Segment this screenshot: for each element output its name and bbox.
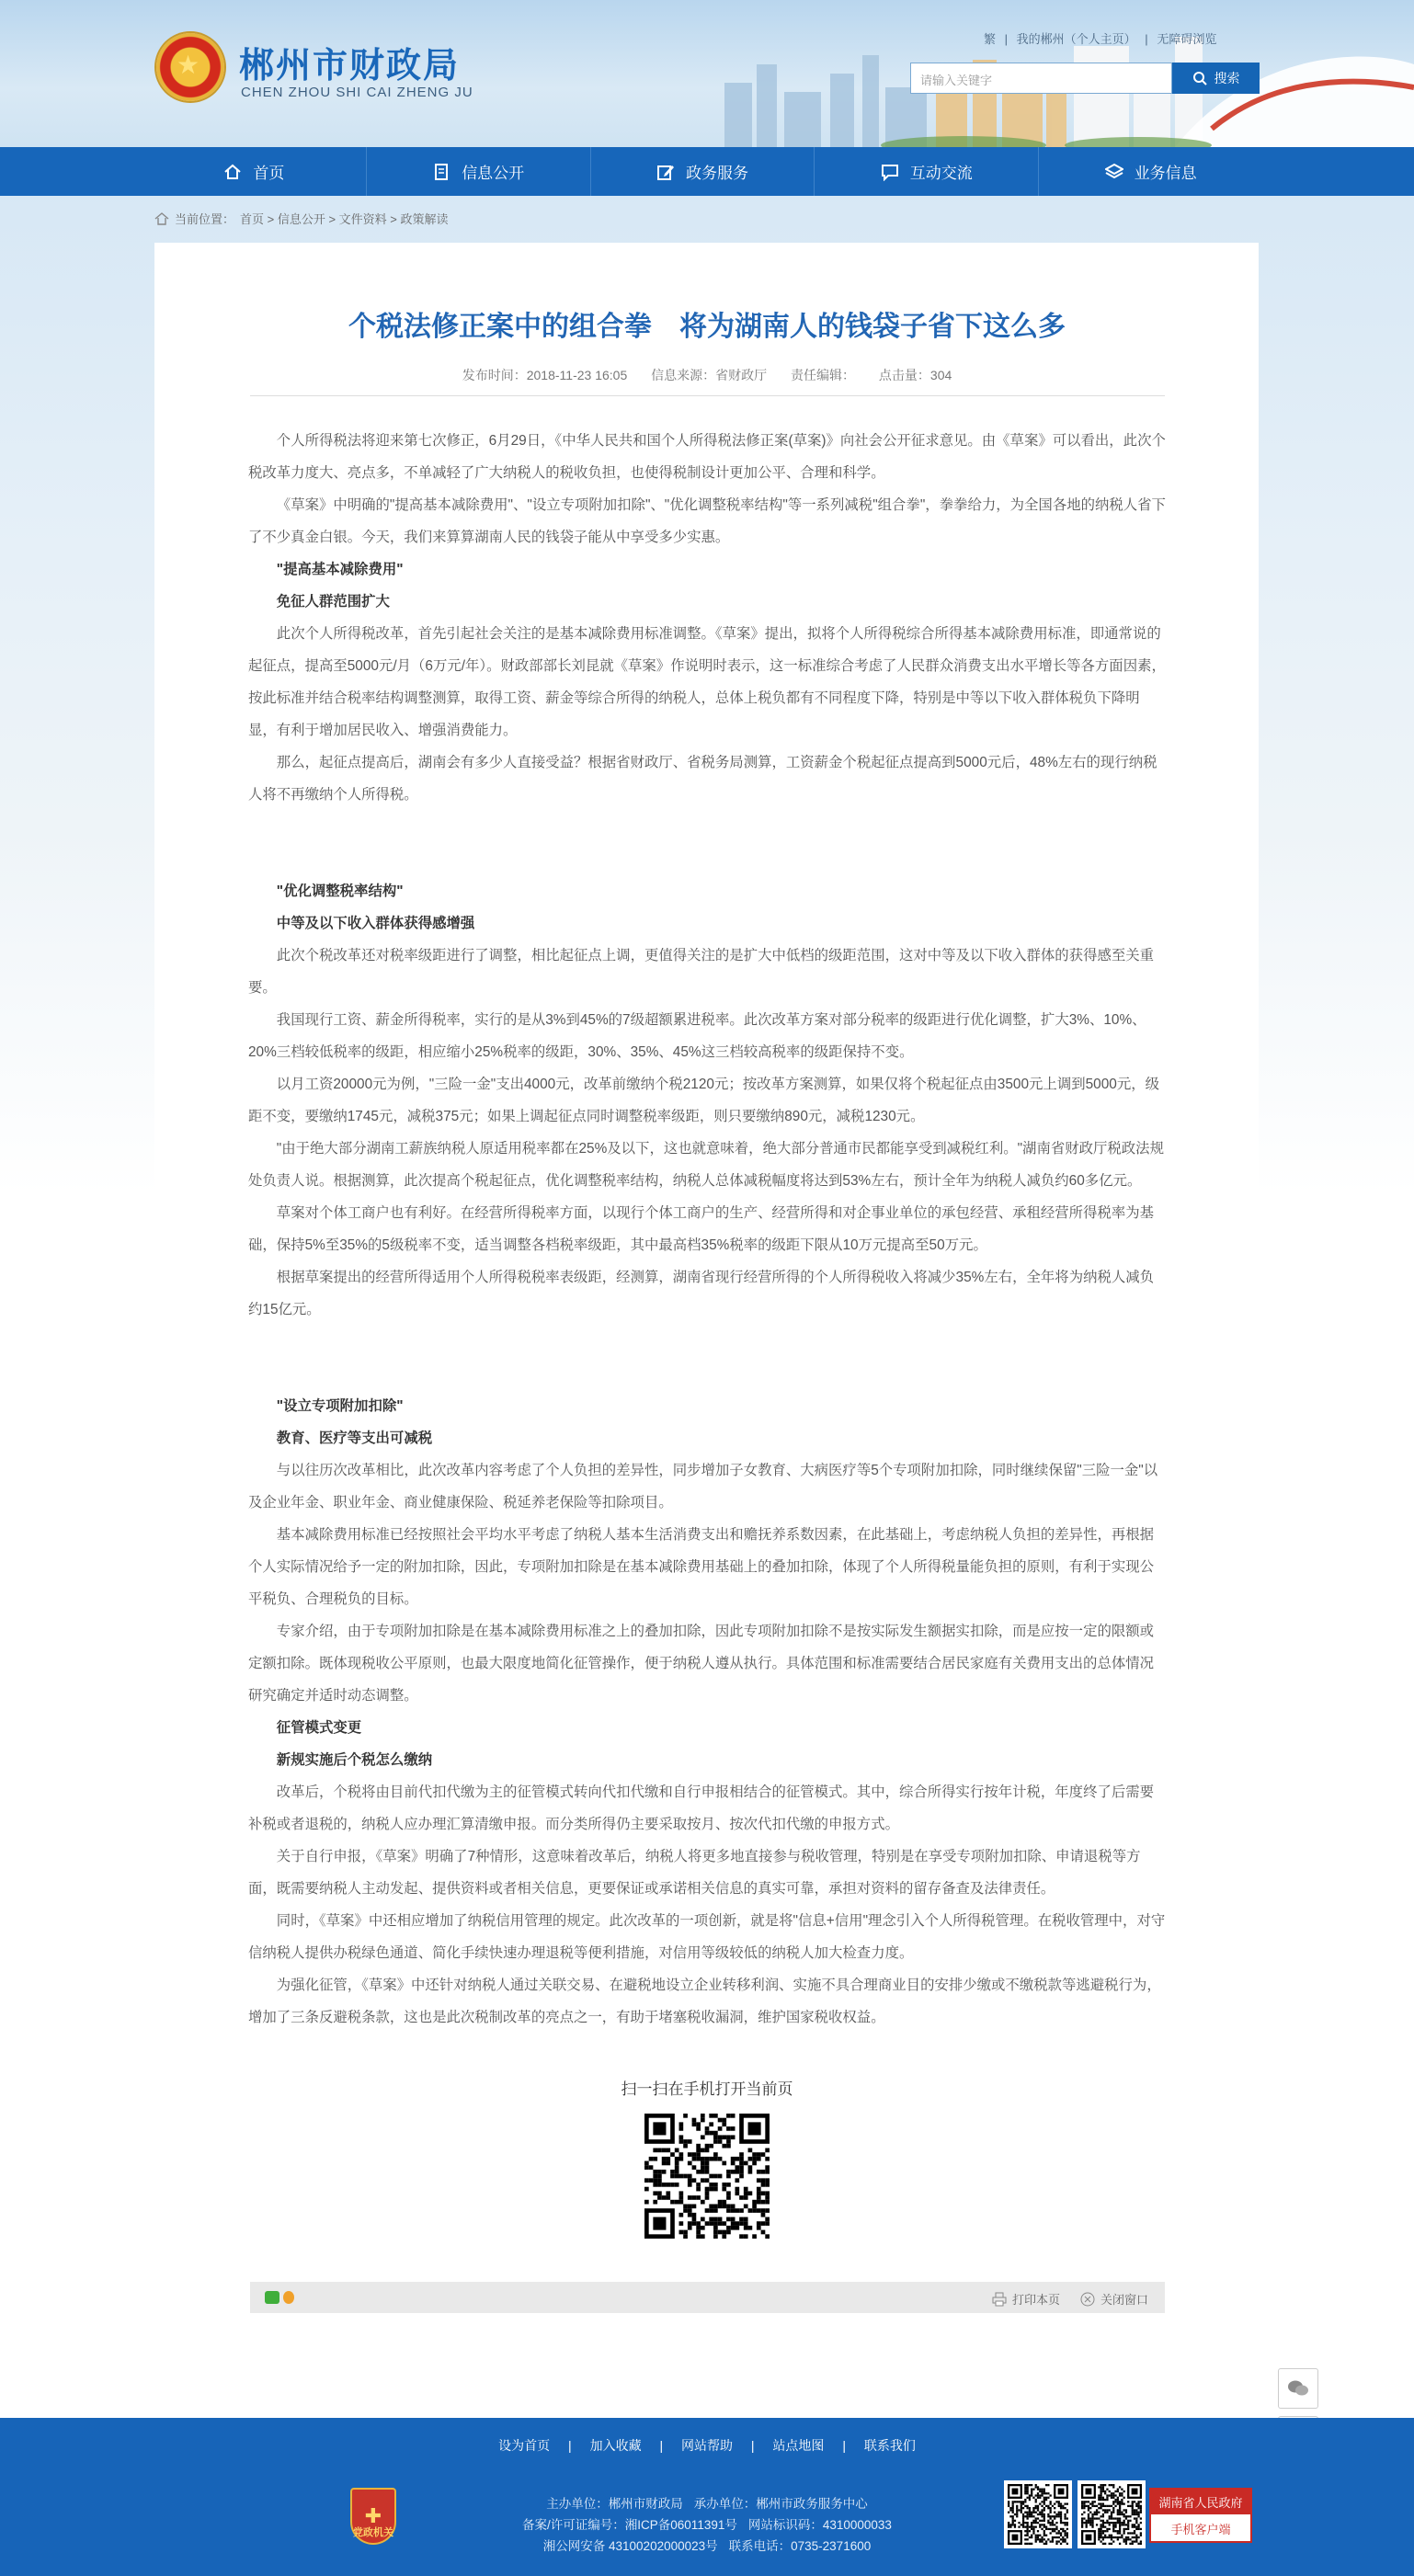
my-chenzhou-link[interactable]: 我的郴州（个人主页） <box>1016 32 1136 46</box>
separator: | <box>1145 32 1148 46</box>
breadcrumb-prefix: 当前位置： <box>175 212 235 226</box>
paragraph: 我国现行工资、薪金所得税率，实行的是从3%到45%的7级超额累进税率。此次改革方案对部分税率的级距进行优化调整，扩大3%、10%、20%三档较低税率的级距，相应缩小25%税率的级距，30%、35%、45%这三档较高税率的级距保持不变。 <box>248 1012 1146 1060</box>
gov-agency-badge[interactable]: 党政机关 ✚ <box>350 2488 396 2545</box>
wechat-float-button[interactable] <box>1278 2368 1318 2409</box>
paragraph: 与以往历次改革相比，此次改革内容考虑了个人负担的差异性，同步增加子女教育、大病医疗等5个专项附加扣除，同时继续保留"三险一金"以及企业年金、职业年金、商业健康保险、税延养老保险等扣除项目。 <box>248 1463 1158 1510</box>
paragraph-spacer <box>248 811 1168 875</box>
paragraph: 改革后，个税将由目前代扣代缴为主的征管模式转向代扣代缴和自行申报相结合的征管模式。其中，综合所得实行按年计税，年度终了后需要补税或者退税的，纳税人应办理汇算清缴申报。而分类所得仍主要采取按月、按次代扣代缴的申报方式。 <box>248 1784 1155 1832</box>
nav-item-business-info[interactable] <box>1039 147 1262 196</box>
sponsor-text: 主办单位：郴州市财政局 <box>546 2497 683 2511</box>
top-links <box>984 29 1222 47</box>
qr-label: 扫一扫在手机打开当前页 <box>621 2080 793 2098</box>
section-heading: "设立专项附加扣除" <box>276 1398 404 1414</box>
nav-item-label: 信息公开 <box>462 165 525 182</box>
nav-item-label: 首页 <box>253 165 285 182</box>
paragraph: 此次个税改革还对税率级距进行了调整，相比起征点上调，更值得关注的是扩大中低档的级距范围，这对中等及以下收入群体的获得感至关重要。 <box>248 948 1155 996</box>
info-source: 信息来源：省财政厅 <box>651 368 768 382</box>
nav-item-label: 互动交流 <box>909 165 973 182</box>
print-button[interactable] <box>992 2290 1060 2308</box>
qr-code-image <box>1081 2484 1142 2545</box>
section-heading: 中等及以下收入群体获得感增强 <box>276 916 475 931</box>
nav-item-gov-services[interactable] <box>591 147 815 196</box>
footer-qr-code-1 <box>1004 2480 1072 2548</box>
organizer-text: 承办单位：郴州市政务服务中心 <box>693 2497 868 2511</box>
set-homepage-link[interactable]: 设为首页 <box>498 2438 551 2453</box>
qr-code-image <box>644 2114 770 2239</box>
close-icon <box>1080 2292 1095 2307</box>
nav-item-label: 政务服务 <box>685 165 748 182</box>
separator: | <box>1004 32 1009 46</box>
site-footer <box>0 2418 1414 2576</box>
share-icons <box>265 2291 294 2304</box>
add-favorite-link[interactable]: 加入收藏 <box>589 2438 642 2453</box>
site-header <box>0 0 1414 147</box>
nav-item-interaction[interactable] <box>815 147 1039 196</box>
section-heading: 免征人群范围扩大 <box>276 594 390 610</box>
print-label: 打印本页 <box>1011 2293 1060 2307</box>
separator: | <box>842 2438 846 2453</box>
police-record[interactable]: 湘公网安备 43100202000023号 <box>542 2539 718 2553</box>
paragraph: 个人所得税法将迎来第七次修正，6月29日，《中华人民共和国个人所得税法修正案(草案)》向社会公开征求意见。由《草案》可以看出，此次个税改革力度大、亮点多，不单减轻了广大纳税人的税收负担，也使得税制设计更加公平、合理和科学。 <box>248 433 1166 481</box>
paragraph: 关于自行申报，《草案》明确了7种情形，这意味着改革后，纳税人将更多地直接参与税收管理，特别是在享受专项附加扣除、申请退税等方面，既需要纳税人主动发起、提供资料或者相关信息，更要保证或承诺相关信息的真实可靠，承担对资料的留存备查及法律责任。 <box>248 1849 1141 1897</box>
section-heading: 教育、医疗等支出可减税 <box>276 1430 433 1446</box>
view-count: 点击量：304 <box>878 368 952 382</box>
breadcrumb <box>154 210 448 227</box>
nav-item-label: 业务信息 <box>1134 165 1197 182</box>
article-body <box>248 425 1168 2034</box>
contact-us-link[interactable]: 联系我们 <box>863 2438 916 2453</box>
nav-item-home[interactable] <box>143 147 367 196</box>
paragraph: 那么，起征点提高后，湖南会有多少人直接受益？根据省财政厅、省税务局测算，工资薪金个税起征点提高到5000元后，48%左右的现行纳税人将不再缴纳个人所得税。 <box>248 755 1157 803</box>
site-name-english: CHEN ZHOU SHI CAI ZHENG JU <box>241 85 473 100</box>
weibo-share-icon[interactable] <box>283 2291 294 2304</box>
edit-icon <box>656 163 675 181</box>
chat-icon <box>881 163 899 181</box>
article-toolbar <box>250 2282 1165 2313</box>
mobile-client-link[interactable] <box>1149 2488 1252 2543</box>
icp-record[interactable]: 备案/许可证编号：湘ICP备06011391号 <box>522 2518 737 2532</box>
traditional-chinese-link[interactable]: 繁 <box>984 32 997 46</box>
title-divider <box>250 395 1165 396</box>
search-icon <box>1192 71 1207 85</box>
publish-time: 发布时间：2018-11-23 16:05 <box>462 368 628 382</box>
document-icon <box>432 163 450 181</box>
section-heading: 新规实施后个税怎么缴纳 <box>276 1752 433 1768</box>
footer-qr-code-2 <box>1078 2480 1146 2548</box>
site-name: 郴州市财政局 <box>239 45 461 85</box>
paragraph: 以月工资20000元为例，"三险一金"支出4000元，改革前缴纳个税2120元；按改革方案测算，如果仅将个税起征点由3500元上调到5000元，级距不变，要缴纳1745元，减税375元；如果上调起征点同时调整税率级距，则只要缴纳890元，减税1230元。 <box>248 1077 1160 1124</box>
layers-icon <box>1105 163 1123 181</box>
qr-code-image <box>1008 2484 1068 2545</box>
paragraph: 专家介绍，由于专项附加扣除是在基本减除费用标准之上的叠加扣除，因此专项附加扣除不是按实际发生额据实扣除，而是应按一定的限额或定额扣除。既体现税收公平原则，也最大限度地简化征管操作，便于纳税人遵从执行。具体范围和标准需要结合居民家庭有关费用支出的总体情况研究确定并适时动态调整。 <box>248 1624 1155 1704</box>
close-window-button[interactable] <box>1080 2290 1148 2308</box>
wechat-icon <box>1286 2377 1310 2400</box>
wechat-share-icon[interactable] <box>265 2291 279 2304</box>
main-nav <box>0 147 1414 196</box>
section-heading: "优化调整税率结构" <box>276 883 404 899</box>
section-heading: 征管模式变更 <box>276 1720 362 1736</box>
home-icon <box>223 163 242 181</box>
accessibility-link[interactable]: 无障碍浏览 <box>1157 32 1217 46</box>
paragraph: 此次个人所得税改革，首先引起社会关注的是基本减除费用标准调整。《草案》提出，拟将个人所得税综合所得基本减除费用标准，即通常说的起征点，提高至5000元/月（6万元/年）。财政部部长刘昆就《草案》作说明时表示，这一标准综合考虑了人民群众消费支出水平增长等各方面因素，按此标准并结合税率结构调整测算，取得工资、薪金等综合所得的纳税人，总体上税负都有不同程度下降，特别是中等以下收入群体税负下降明显，有利于增加居民收入、增强消费能力。 <box>248 626 1166 738</box>
printer-icon <box>992 2292 1007 2307</box>
search-input[interactable]: 请输入关键字 <box>910 63 1172 94</box>
footer-links <box>0 2436 1414 2455</box>
national-emblem-logo: ★ <box>156 33 224 101</box>
paragraph: 为强化征管，《草案》中还针对纳税人通过关联交易、在避税地设立企业转移利润、实施不具合理商业目的安排少缴或不缴税款等逃避税行为，增加了三条反避税条款，这也是此次税制改革的亮点之一，有助于堵塞税收漏洞，维护国家税收权益。 <box>248 1978 1161 2025</box>
responsible-editor: 责任编辑： <box>791 368 856 382</box>
paragraph: 基本减除费用标准已经按照社会平均水平考虑了纳税人基本生活消费支出和赡抚养系数因素，在此基础上，考虑纳税人负担的差异性，再根据个人实际情况给予一定的附加扣除，因此，专项附加扣除是在基本减除费用基础上的叠加扣除，体现了个人所得税量能负担的原则，有利于实现公平税负、合理税负的目标。 <box>248 1527 1155 1607</box>
breadcrumb-path[interactable]: 首页 > 信息公开 > 文件资料 > 政策解读 <box>240 212 449 226</box>
paragraph: 草案对个体工商户也有利好。在经营所得税率方面，以现行个体工商户的生产、经营所得和对企事业单位的承包经营、承租经营所得税率为基础，保持5%至35%的5级税率不变，适当调整各档税率级距，其中最高档35%税率的级距下限从10万元提高至50万元。 <box>248 1205 1155 1253</box>
search-button-label: 搜索 <box>1214 71 1240 85</box>
close-label: 关闭窗口 <box>1100 2293 1148 2307</box>
search-box <box>910 63 1260 94</box>
contact-phone: 联系电话：0735-2371600 <box>728 2539 872 2553</box>
paragraph: 同时，《草案》中还相应增加了纳税信用管理的规定。此次改革的一项创新，就是将"信息+信用"理念引入个人所得税管理。在税收管理中，对守信纳税人提供办税绿色通道、简化手续快速办理退税等便利措施，对信用等级较低的纳税人加大检查力度。 <box>248 1913 1166 1961</box>
gov-badge-label: 党政机关 <box>353 2527 393 2538</box>
client-title: 湖南省人民政府 <box>1151 2490 1250 2514</box>
article-meta <box>0 366 1414 384</box>
paragraph: 根据草案提出的经营所得适用个人所得税税率表级距，经测算，湖南省现行经营所得的个人所得税收入将减少35%左右，全年将为纳税人减负约15亿元。 <box>248 1270 1155 1317</box>
site-help-link[interactable]: 网站帮助 <box>681 2438 733 2453</box>
qr-section <box>0 2076 1414 2239</box>
separator: | <box>750 2438 755 2453</box>
paragraph: 《草案》中明确的"提高基本减除费用"、"设立专项附加扣除"、"优化调整税率结构"等一系列减税"组合拳"，拳拳给力，为全国各地的纳税人省下了不少真金白银。今天，我们来算算湖南人民的钱袋子能从中享受多少实惠。 <box>248 497 1166 545</box>
nav-item-info-disclosure[interactable] <box>367 147 591 196</box>
separator: | <box>659 2438 664 2453</box>
site-code: 网站标识码：4310000033 <box>747 2518 892 2532</box>
sitemap-link[interactable]: 站点地图 <box>772 2438 825 2453</box>
paragraph-spacer <box>248 1326 1168 1390</box>
client-subtitle: 手机客户端 <box>1170 2523 1231 2536</box>
article-title: 个税法修正案中的组合拳 将为湖南人的钱袋子省下这么多 <box>348 311 1066 343</box>
section-heading: "提高基本减除费用" <box>276 562 404 577</box>
search-button[interactable] <box>1172 63 1260 94</box>
paragraph: "由于绝大部分湖南工薪族纳税人原适用税率都在25%及以下，这也就意味着，绝大部分普通市民都能享受到减税红利。"湖南省财政厅税政法规处负责人说。根据测算，此次提高个税起征点，优化调整税率结构，纳税人总体减税幅度将达到53%左右，预计全年为纳税人减负约60多亿元。 <box>248 1141 1164 1189</box>
home-icon <box>154 211 169 226</box>
separator: | <box>568 2438 572 2453</box>
